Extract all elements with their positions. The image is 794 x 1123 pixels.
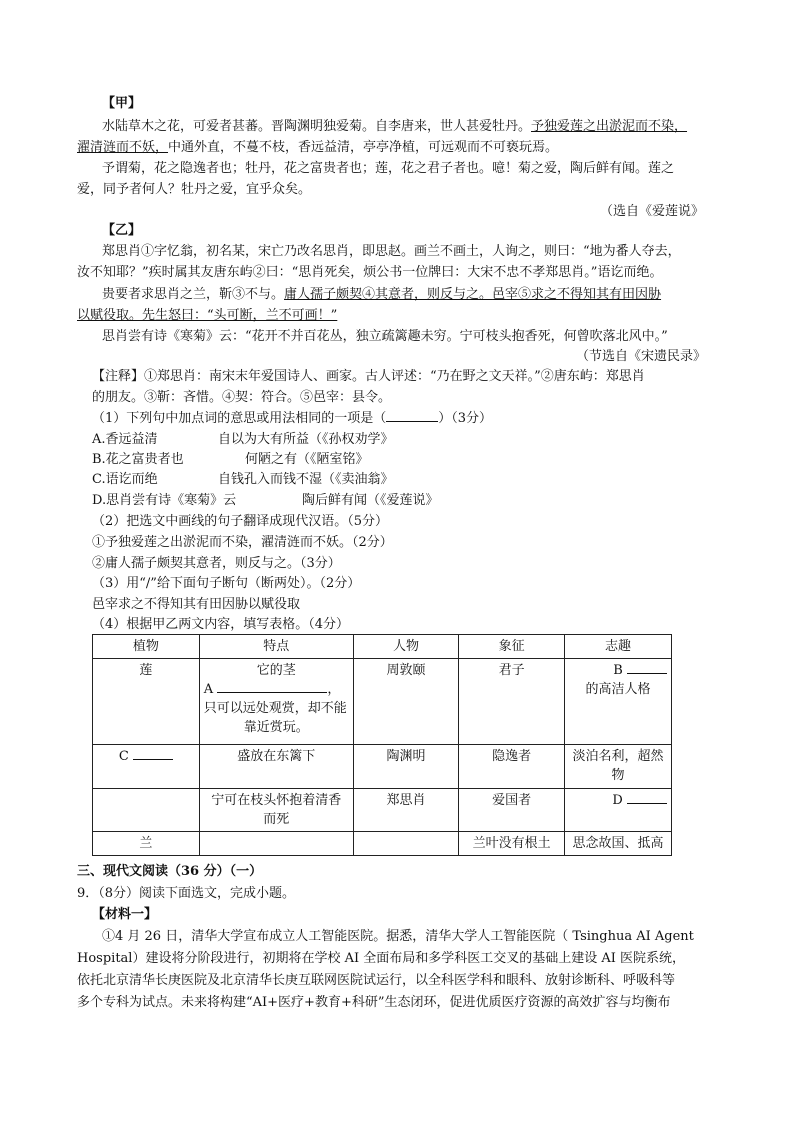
table-cell: 兰叶没有根土 <box>459 832 565 856</box>
yi-p1-line1: 郑思肖①字忆翁，初名某，宋亡乃改名思肖，即思赵。画兰不画土，人询之，则曰：“地为番人夺去， <box>102 244 681 259</box>
underlined-sentence: 庸人孺子颇契④其意者，则反与之。 <box>284 287 493 302</box>
jia-source: （选自《爱莲说》 <box>600 204 705 219</box>
option-b: B.花之富贵者也 <box>92 452 184 467</box>
material-1-line4: 多个专科为试点。未来将构建“AI+医疗+教育+科研”生态闭环，促进优质医疗资源的高效扩容与均衡布 <box>77 995 671 1010</box>
yi-header: 【乙】 <box>102 223 142 238</box>
option-d-compare: 陶后鲜有闻（《爱莲说》 <box>302 493 439 508</box>
question-1: （1）下列句中加点词的意思或用法相同的一项是（ ）（3分） <box>92 411 493 426</box>
question-2: （2）把选文中画线的句子翻译成现代汉语。（5分） <box>92 514 389 529</box>
option-d: D.思肖尝有诗《寒菊》云 <box>92 493 237 508</box>
yi-p2-line2: 以赋役取。先生怒曰：“头可断，兰不可画！” <box>77 308 338 323</box>
table-cell: 隐逸者 <box>459 745 565 789</box>
option-a: A.香远益清 <box>92 432 158 447</box>
option-c: C.语讫而绝 <box>92 472 158 487</box>
table-cell: 爱国者 <box>459 789 565 832</box>
table-cell: B 的高洁人格 <box>564 659 671 745</box>
jia-p1-line1: 水陆草木之花，可爱者甚蕃。晋陶渊明独爱菊。自李唐来，世人甚爱牡丹。予独爱莲之出淤泥而不染， <box>102 119 688 134</box>
table-row <box>93 832 672 856</box>
yi-p2-line1: 贵要者求思肖之兰，靳③不与。庸人孺子颇契④其意者，则反与之。邑宰⑤求之不得知其有田因胁 <box>102 287 662 302</box>
notes-line2: 的朋友。③靳：吝惜。④契：符合。⑤邑宰：县令。 <box>92 390 392 405</box>
question-2-1: ①予独爱莲之出淤泥而不染，濯清涟而不妖。（2分） <box>92 535 393 550</box>
underlined-sentence: 濯清涟而不妖， <box>77 140 169 155</box>
table-header-row <box>93 635 672 659</box>
table-header: 人物 <box>353 635 459 659</box>
table-cell: 周敦颐 <box>353 659 459 745</box>
table-cell: 莲 <box>93 659 200 745</box>
blank-c[interactable] <box>133 759 173 760</box>
notes-line1: 【注释】①郑思肖：南宋末年爱国诗人、画家。古人评述：“乃在野之文天祥。”②唐东屿：郑思肖 <box>92 369 645 384</box>
material-1-line1: ①4 月 26 日，清华大学宣布成立人工智能医院。据悉，清华大学人工智能医院（ Tsinghua AI Agent <box>102 929 694 944</box>
table-cell: 兰 <box>93 832 200 856</box>
table-cell: 盛放在东篱下 <box>199 745 353 789</box>
table-header: 植物 <box>93 635 200 659</box>
table-header: 特点 <box>199 635 353 659</box>
option-c-compare: 自钱孔入而钱不湿（《卖油翁》 <box>218 472 394 487</box>
blank-a[interactable] <box>217 692 327 693</box>
option-b-compare: 何陋之有（《陋室铭》 <box>245 452 369 467</box>
jia-header: 【甲】 <box>102 96 142 111</box>
blank-d[interactable] <box>627 803 667 804</box>
table-cell: 淡泊名利，超然 物 <box>564 745 671 789</box>
material-1-header: 【材料一】 <box>92 907 158 922</box>
underlined-sentence: 予独爱莲之出淤泥而不染， <box>531 119 688 134</box>
yi-p3-line1: 思肖尝有诗《寒菊》云：“花开不并百花丛，独立疏篱趣未穷。宁可枝头抱香死，何曾吹落北风中。” <box>102 329 668 344</box>
question-2-2: ②庸人孺子颇契其意者，则反与之。（3分） <box>92 556 341 571</box>
jia-p2-line2: 爱，同予者何人？牡丹之爱，宜乎众矣。 <box>77 182 312 197</box>
table-row <box>93 745 672 789</box>
jia-p2-line1: 予谓菊，花之隐逸者也；牡丹，花之富贵者也；莲，花之君子者也。噫！菊之爱，陶后鲜有闻。莲之 <box>102 161 675 176</box>
fill-in-table <box>92 634 672 856</box>
table-cell <box>93 789 200 832</box>
section3-title: 三、现代文阅读（36 分）（一） <box>77 864 263 879</box>
table-cell <box>199 832 353 856</box>
table-cell: 郑思肖 <box>353 789 459 832</box>
question-4: （4）根据甲乙两文内容，填写表格。（4分） <box>92 617 350 632</box>
material-1-line2: Hospital）建设将分阶段进行，初期将在学校 AI 全面布局和多学科医工交叉的基础上建设 AI 医院系统， <box>77 951 686 966</box>
table-cell: 它的茎 A ， 只可以远处观赏，却不能 靠近赏玩。 <box>199 659 353 745</box>
blank-b[interactable] <box>627 673 667 674</box>
table-cell: 思念故国、抵高 <box>564 832 671 856</box>
answer-blank[interactable] <box>386 421 438 422</box>
table-cell <box>353 832 459 856</box>
question-3-sentence: 邑宰求之不得知其有田因胁以赋役取 <box>92 597 301 612</box>
yi-source: （节选自《宋遗民录》 <box>576 349 707 364</box>
table-cell: 陶渊明 <box>353 745 459 789</box>
question-9: 9．（8分）阅读下面选文，完成小题。 <box>77 886 296 901</box>
table-cell: C <box>93 745 200 789</box>
table-cell: 君子 <box>459 659 565 745</box>
question-3: （3）用“/”给下面句子断句（断两处）。（2分） <box>92 576 361 591</box>
table-row <box>93 789 672 832</box>
jia-p1-line2: 濯清涟而不妖，中通外直，不蔓不枝，香远益清，亭亭净植，可远观而不可亵玩焉。 <box>77 140 559 155</box>
table-row <box>93 659 672 745</box>
table-header: 志趣 <box>564 635 671 659</box>
table-header: 象征 <box>459 635 565 659</box>
option-a-compare: 自以为大有所益（《孙权劝学》 <box>218 432 394 447</box>
table-cell: D <box>564 789 671 832</box>
table-cell: 宁可在枝头怀抱着清香 而死 <box>199 789 353 832</box>
material-1-line3: 依托北京清华长庚医院及北京清华长庚互联网医院试运行，以全科医学科和眼科、放射诊断科、呼吸科等 <box>77 973 676 988</box>
yi-p1-line2: 汝不知耶？”疾时属其友唐东屿②曰：“思肖死矣，烦公书一位牌曰：大宋不忠不孝郑思肖。”语讫而绝。 <box>77 265 663 280</box>
